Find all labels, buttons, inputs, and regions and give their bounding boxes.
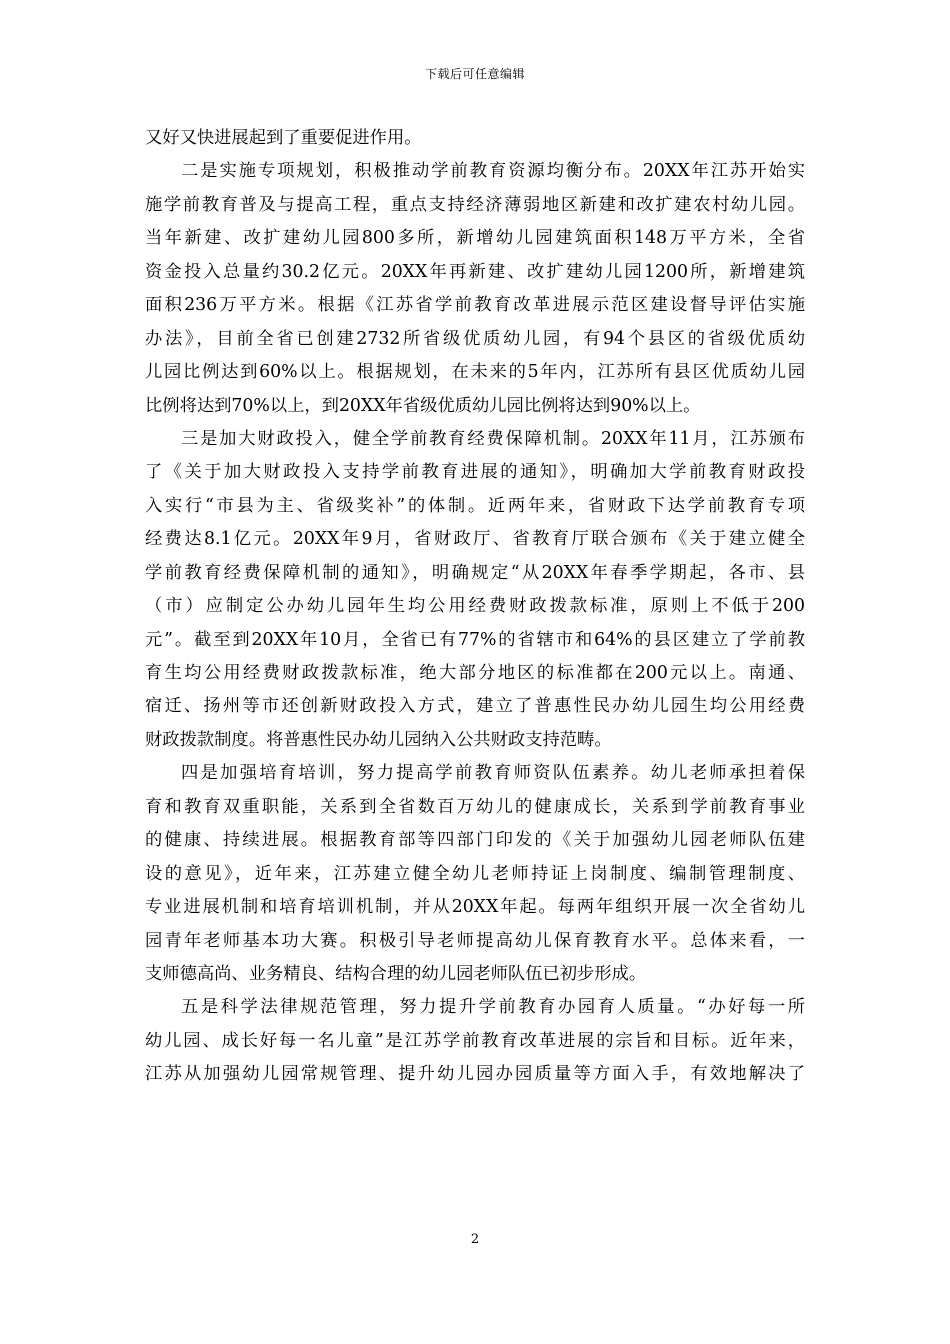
text-line: 设的意见》，近年来，江苏建立健全幼儿老师持证上岗制度、编制管理制度、 (145, 863, 805, 884)
page-header: 下载后可任意编辑 (424, 67, 525, 81)
text-line: 施学前教育普及与提高工程，重点支持经济薄弱地区新建和改扩建农村幼儿园。 (145, 194, 805, 215)
paragraph-first-line: 三是加大财政投入，健全学前教育经费保障机制。20XX年11月，江苏颁布 (181, 428, 805, 449)
text-line: 的健康、持续进展。根据教育部等四部门印发的《关于加强幼儿园老师队伍建 (145, 830, 805, 851)
text-line: 育生均公用经费财政拨款标准，绝大部分地区的标准都在200元以上。南通、 (145, 663, 805, 683)
text-line: 学前教育经费保障机制的通知》，明确规定“从20XX年春季学期起，各市、县 (145, 562, 805, 583)
text-line: 又好又快进展起到了重要促进作用。 (145, 128, 422, 148)
text-line: 面积236万平方米。根据《江苏省学前教育改革进展示范区建设督导评估实施 (145, 295, 805, 316)
text-line: 儿园比例达到60%以上。根据规划，在未来的5年内，江苏所有县区优质幼儿园 (145, 362, 805, 383)
text-line: 育和教育双重职能，关系到全省数百万幼儿的健康成长，关系到学前教育事业 (145, 796, 805, 817)
text-line: 财政拨款制度。将普惠性民办幼儿园纳入公共财政支持范畴。 (145, 729, 612, 750)
paragraph-first-line: 四是加强培育培训，努力提高学前教育师资队伍素养。幼儿老师承担着保 (181, 763, 805, 784)
text-line: 经费达8.1亿元。20XX年9月，省财政厅、省教育厅联合颁布《关于建立健全 (145, 529, 805, 550)
text-line: 幼儿园、成长好每一名儿童”是江苏学前教育改革进展的宗旨和目标。近年来， (145, 1030, 805, 1051)
text-line: 元”。截至到20XX年10月，全省已有77%的省辖市和64%的县区建立了学前教 (145, 629, 805, 650)
text-line: 资金投入总量约30.2亿元。20XX年再新建、改扩建幼儿园1200所，新增建筑 (145, 261, 805, 282)
text-line: 园青年老师基本功大赛。积极引导老师提高幼儿保育教育水平。总体来看，一 (145, 930, 805, 951)
paragraph-first-line: 五是科学法律规范管理，努力提升学前教育办园育人质量。“办好每一所 (181, 997, 805, 1018)
text-line: 当年新建、改扩建幼儿园800多所，新增幼儿园建筑面积148万平方米，全省 (145, 228, 805, 249)
text-line: 支师德高尚、业务精良、结构合理的幼儿园老师队伍已初步形成。 (145, 963, 647, 984)
text-line: 办法》，目前全省已创建2732所省级优质幼儿园，有94个县区的省级优质幼 (145, 328, 805, 349)
document-body (145, 122, 805, 1092)
text-line: 比例将达到70%以上，到20XX年省级优质幼儿园比例将达到90%以上。 (145, 395, 701, 416)
text-line: 入实行“市县为主、省级奖补”的体制。近两年来，省财政下达学前教育专项 (145, 495, 805, 516)
text-line: 宿迁、扬州等市还创新财政投入方式，建立了普惠性民办幼儿园生均公用经费 (145, 696, 805, 717)
text-line: 江苏从加强幼儿园常规管理、提升幼儿园办园质量等方面入手，有效地解决了 (145, 1064, 805, 1085)
text-line: 了《关于加大财政投入支持学前教育进展的通知》，明确加大学前教育财政投 (145, 462, 805, 483)
text-line: （市）应制定公办幼儿园年生均公用经费财政拨款标准，原则上不低于200 (145, 596, 805, 617)
page-number: 2 (470, 1232, 480, 1247)
text-line: 专业进展机制和培育培训机制，并从20XX年起。每两年组织开展一次全省幼儿 (145, 897, 805, 918)
paragraph-first-line: 二是实施专项规划，积极推动学前教育资源均衡分布。20XX年江苏开始实 (181, 161, 805, 182)
